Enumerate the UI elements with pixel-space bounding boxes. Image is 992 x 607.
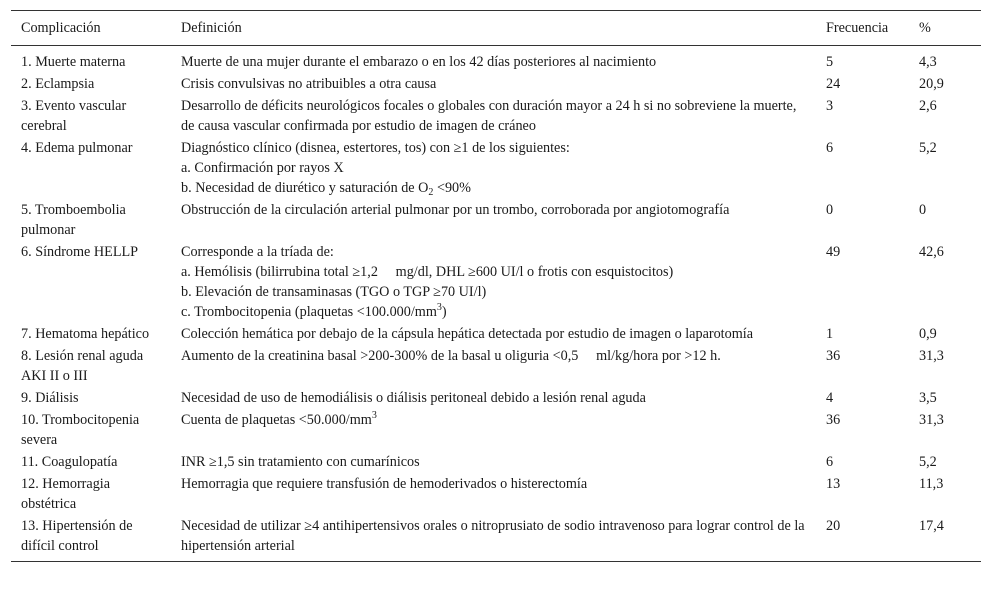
definition-cell — [171, 73, 816, 95]
definition-cell — [171, 409, 816, 451]
frequency-cell: 6 — [826, 140, 834, 156]
frequency-cell: 36 — [826, 412, 841, 428]
frequency-cell: 4 — [826, 390, 834, 406]
header-frequency: Frecuencia — [826, 20, 889, 36]
frequency-cell: 1 — [826, 326, 834, 342]
definition-line: a. Hemólisis (bilirrubina total ≥1,2 mg/dl, DHL ≥600 UI/l o frotis con esquistocitos) — [181, 264, 674, 280]
percent-cell: 31,3 — [919, 348, 944, 364]
percent-cell: 2,6 — [919, 98, 937, 114]
percent-cell: 42,6 — [919, 244, 944, 260]
definition-cell — [171, 515, 816, 562]
definition-cell — [171, 46, 816, 74]
header-complication: Complicación — [21, 20, 101, 36]
frequency-cell: 36 — [826, 348, 841, 364]
percent-cell: 11,3 — [919, 476, 944, 492]
definition-line — [181, 302, 812, 322]
complications-table — [11, 10, 981, 562]
table-row — [11, 241, 981, 323]
percent-cell: 5,2 — [919, 140, 937, 156]
frequency-cell: 5 — [826, 54, 834, 70]
definition-cell — [171, 323, 816, 345]
definition-text: INR ≥1,5 sin tratamiento con cumarínicos — [181, 454, 420, 470]
complication-cell: 11. Coagulopatía — [21, 454, 118, 470]
complication-cell: 4. Edema pulmonar — [21, 140, 133, 156]
table-header — [11, 11, 981, 46]
complication-cell: 12. Hemorragia obstétrica — [21, 476, 111, 512]
table-row — [11, 323, 981, 345]
definition-line-text: b. Necesidad de diurético y saturación de O — [181, 180, 429, 196]
definition-line-text: c. Trombocitopenia (plaquetas <100.000/mm — [181, 304, 437, 320]
complication-cell: 9. Diálisis — [21, 390, 79, 406]
percent-cell: 4,3 — [919, 54, 937, 70]
percent-cell: 0 — [919, 202, 927, 218]
definition-line-text: ) — [441, 304, 447, 320]
definition-text: Necesidad de utilizar ≥4 antihipertensivos orales o nitroprusiato de sodio intravenoso para lograr control de la hipertensión arterial — [181, 518, 805, 554]
table-row — [11, 137, 981, 199]
definition-text: Crisis convulsivas no atribuibles a otra causa — [181, 76, 437, 92]
percent-cell: 17,4 — [919, 518, 944, 534]
superscript: 3 — [436, 302, 442, 313]
definition-text: Muerte de una mujer durante el embarazo o en los 42 días posteriores al nacimiento — [181, 54, 657, 70]
definition-cell — [171, 95, 816, 137]
complications-table-container — [11, 10, 981, 562]
definition-text: Colección hemática por debajo de la cápsula hepática detectada por estudio de imagen o laparotomía — [181, 326, 753, 342]
frequency-cell: 24 — [826, 76, 841, 92]
definition-line — [181, 178, 812, 198]
complication-cell: 8. Lesión renal aguda AKI II o III — [21, 348, 144, 384]
superscript: 3 — [371, 410, 377, 421]
definition-cell — [171, 137, 816, 199]
complication-cell: 13. Hipertensión de difícil control — [21, 518, 133, 554]
complication-cell: 2. Eclampsia — [21, 76, 95, 92]
frequency-cell: 0 — [826, 202, 834, 218]
header-percent: % — [919, 20, 931, 36]
definition-text: Cuenta de plaquetas <50.000/mm — [181, 412, 372, 428]
definition-text: Desarrollo de déficits neurológicos focales o globales con duración mayor a 24 h si no sobreviene la muerte, de causa vascular confirmada por estudio de imagen de cráneo — [181, 98, 797, 134]
table-row — [11, 73, 981, 95]
percent-cell: 5,2 — [919, 454, 937, 470]
definition-cell — [171, 199, 816, 241]
definition-line: Diagnóstico clínico (disnea, estertores, tos) con ≥1 de los siguientes: — [181, 140, 570, 156]
table-row — [11, 473, 981, 515]
frequency-cell: 20 — [826, 518, 841, 534]
complication-cell: 3. Evento vascular cerebral — [21, 98, 127, 134]
table-row — [11, 46, 981, 74]
frequency-cell: 13 — [826, 476, 841, 492]
definition-line-text: <90% — [433, 180, 471, 196]
frequency-cell: 3 — [826, 98, 834, 114]
table-row — [11, 451, 981, 473]
definition-cell — [171, 241, 816, 323]
percent-cell: 0,9 — [919, 326, 937, 342]
percent-cell: 31,3 — [919, 412, 944, 428]
definition-line: b. Elevación de transaminasas (TGO o TGP ≥70 UI/l) — [181, 284, 487, 300]
table-row — [11, 199, 981, 241]
definition-line: a. Confirmación por rayos X — [181, 160, 344, 176]
definition-cell — [171, 387, 816, 409]
definition-cell — [171, 345, 816, 387]
complication-cell: 6. Síndrome HELLP — [21, 244, 139, 260]
frequency-cell: 6 — [826, 454, 834, 470]
definition-text: Hemorragia que requiere transfusión de hemoderivados o histerectomía — [181, 476, 588, 492]
table-row — [11, 515, 981, 562]
table-row — [11, 409, 981, 451]
header-row — [11, 11, 981, 46]
percent-cell: 20,9 — [919, 76, 944, 92]
definition-text: Aumento de la creatinina basal >200-300% de la basal u oliguria <0,5 ml/kg/hora por >12 h. — [181, 348, 721, 364]
complication-cell: 7. Hematoma hepático — [21, 326, 150, 342]
definition-line: Corresponde a la tríada de: — [181, 244, 334, 260]
subscript: 2 — [428, 187, 434, 198]
table-row — [11, 345, 981, 387]
frequency-cell: 49 — [826, 244, 841, 260]
definition-cell — [171, 451, 816, 473]
definition-cell — [171, 473, 816, 515]
table-body — [11, 46, 981, 562]
complication-cell: 10. Trombocitopenia severa — [21, 412, 140, 448]
header-definition: Definición — [181, 20, 242, 36]
complication-cell: 5. Tromboembolia pulmonar — [21, 202, 126, 238]
table-row — [11, 95, 981, 137]
percent-cell: 3,5 — [919, 390, 937, 406]
definition-text: Obstrucción de la circulación arterial pulmonar por un trombo, corroborada por angiotomografía — [181, 202, 730, 218]
table-row — [11, 387, 981, 409]
definition-text: Necesidad de uso de hemodiálisis o diálisis peritoneal debido a lesión renal aguda — [181, 390, 646, 406]
complication-cell: 1. Muerte materna — [21, 54, 126, 70]
